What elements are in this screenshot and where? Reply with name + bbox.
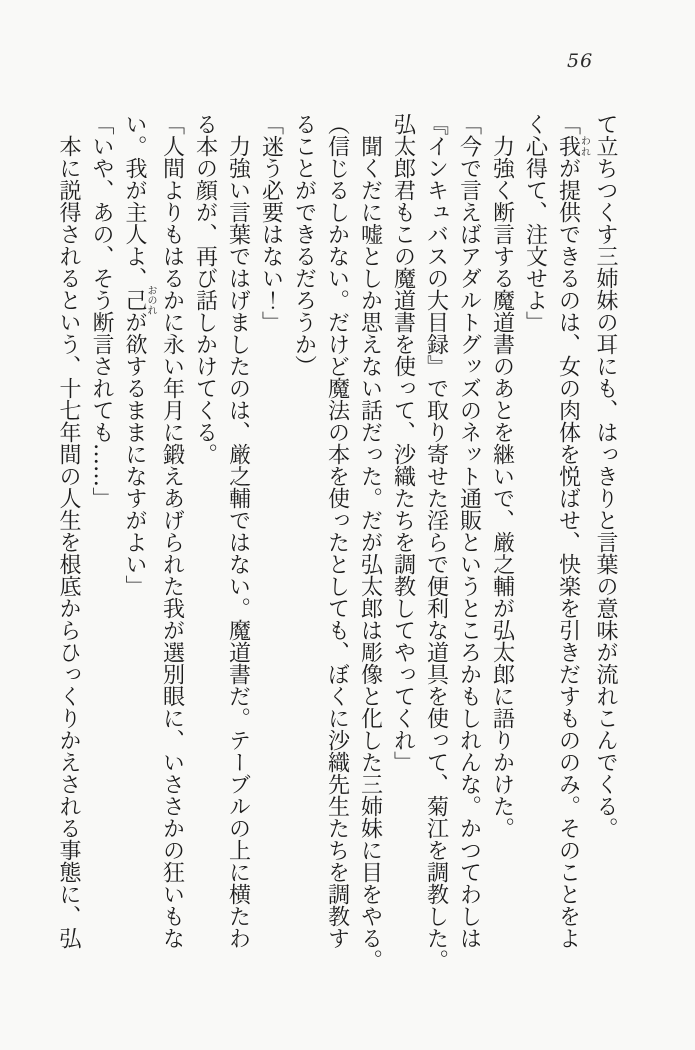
text-line-15: い。我が主人よ、己おのれが欲するままになすがよい」 — [122, 113, 156, 597]
text-line-7: 弘太郎君もこの魔道書を使って、沙織たちを調教してやってくれ」 — [390, 113, 416, 773]
text-line-8: 聞くだに嘘としか思えない話だった。だが弘太郎は彫像と化した三姉妹に目をやる。 — [357, 135, 383, 971]
text-line-12: 力強い言葉ではげましたのは、厳之輔ではない。魔道書だ。テーブルの上に横たわ — [225, 135, 251, 949]
text-line-6: 『インキュバスの大目録』で取り寄せた淫らで便利な道具を使って、菊江を調教した。 — [423, 113, 449, 971]
text-line-5: 「今で言えばアダルトグッズのネット通販というところかもしれんな。かつてわしは — [456, 113, 482, 949]
text-line-17: 本に説得されるという、十七年間の人生を根底からひっくりかえされる事態に、弘 — [56, 135, 81, 949]
text-line-13: る本の顔が、再び話しかけてくる。 — [192, 113, 218, 465]
text-line-4: 力強く断言する魔道書のあとを継いで、厳之輔が弘太郎に語りかけた。 — [489, 135, 515, 839]
text-line-16: 「いや、あの、そう断言されても……」 — [89, 113, 114, 509]
text-line-10: ることができるだろうか） — [291, 113, 317, 377]
text-line-2: 「我われが提供できるのは、女の肉体を悦ばせ、快楽を引きだすもののみ。そのことをよ — [555, 113, 590, 949]
page-number: 56 — [567, 50, 594, 72]
page-text — [52, 113, 622, 975]
text-line-9: （信じるしかない。だけど魔法の本を使ったとしても、ぼくに沙織先生たちを調教す — [324, 113, 350, 949]
text-line-1: て立ちつくす三姉妹の耳にも、はっきりと言葉の意味が流れこんでくる。 — [593, 113, 618, 839]
ruby-annotated-kanji: 我われ — [555, 135, 590, 157]
ruby-annotated-kanji: 己おのれ — [122, 285, 156, 315]
text-line-14: 「人間よりもはるかに永い年月に鍛えあげられた我が選別眼に、いささかの狂いもな — [159, 113, 185, 949]
text-line-11: 「迷う必要はない！」 — [258, 113, 284, 333]
text-line-3: く心得て、注文せよ」 — [522, 113, 548, 333]
